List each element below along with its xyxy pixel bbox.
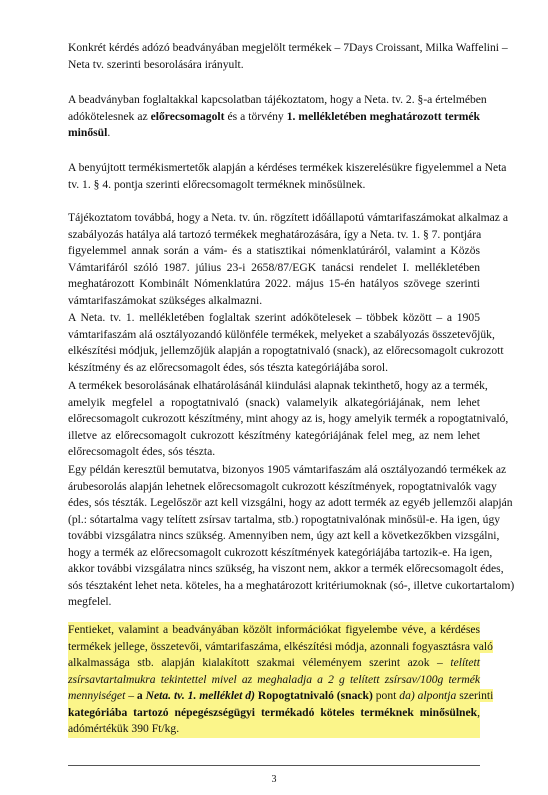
text-line xyxy=(68,479,497,496)
text-run: pont xyxy=(372,689,400,702)
bold-text: előrecsomagolt xyxy=(150,109,225,123)
text-run: hogy a termék az előrecsomagolt cukrozott készítmények kategóriájába tartozik-e. Ha igen, xyxy=(68,545,493,559)
text-run: vámtarifaszámokat szükséges alkalmazni. xyxy=(68,293,263,307)
text-run: szerinti xyxy=(456,689,494,702)
text-line xyxy=(68,594,480,611)
text-run: Tájékoztatom továbbá, hogy a Neta. tv. ún. rögzített időállapotú vámtarifaszámokat alkalmaz a xyxy=(68,211,508,224)
text-run: készítmény és az előrecsomagolt édes, sós tészta kategóriájába sorol. xyxy=(68,360,388,374)
italic-text: telített xyxy=(450,656,480,669)
bold-text: Ropogtatnivaló (snack) xyxy=(254,689,373,702)
text-line xyxy=(68,227,480,244)
text-run: előrecsomagolt édes, sós tészta. xyxy=(68,445,216,458)
text-run: Konkrét kérdés adózó beadványában megjelölt termékek – 7Days Croissant, Milka Waffelini – xyxy=(68,41,508,54)
text-run: A Neta. tv. 1. mellékletében foglaltak szerint adókötelesek – többek között – a 1905 xyxy=(68,311,480,324)
text-run: és a törvény xyxy=(224,109,287,123)
text-line xyxy=(68,92,487,109)
text-run: szabályozás hatálya alá tartozó termékek meghatározására, így a Neta. tv. 1. § 7. pontjára xyxy=(68,227,482,241)
text-line xyxy=(68,57,480,74)
text-line xyxy=(68,360,480,377)
text-run: adómértékük 390 Ft/kg. xyxy=(68,722,180,735)
text-line xyxy=(68,705,480,722)
text-line xyxy=(68,160,507,177)
bold-text: kategóriába tartozó népegészségügyi termékadó köteles terméknek minősülnek xyxy=(68,705,478,719)
paragraph xyxy=(68,210,508,309)
text-run: további vizsgálatra nincs szükség. Amennyiben nem, úgy azt kell a következőkben vizsgálni, xyxy=(68,529,500,542)
paragraph xyxy=(68,92,487,142)
text-line xyxy=(68,411,509,428)
paragraph xyxy=(68,378,509,461)
text-line xyxy=(68,444,480,461)
text-run: termékek jellege, összetevői, vámtarifaszáma, elkészítési módja, azonnali fogyasztásra való xyxy=(68,639,493,653)
text-line xyxy=(68,210,508,227)
text-run: alkalmassága stb. alapján kialakított szakmai véleményem szerint azok – xyxy=(68,656,451,669)
italic-text: da) alpontja xyxy=(399,689,457,702)
text-run: A benyújtott termékismertetők alapján a kérdéses termékek kiszerelésükre figyelemmel a Neta xyxy=(68,161,507,174)
text-run: sós tésztaként lehet neta. köteles, ha a meghatározott kritériumoknak (só-, illetve cukortartalom) xyxy=(68,578,515,592)
bold-text: Neta. tv. 1. melléklet d) xyxy=(145,689,255,702)
text-line xyxy=(68,512,501,529)
paragraph xyxy=(68,310,504,376)
text-line xyxy=(68,578,515,595)
text-line xyxy=(68,395,480,412)
text-line xyxy=(68,622,480,639)
text-line xyxy=(68,327,495,344)
text-run: . xyxy=(107,126,111,139)
bold-text: a xyxy=(136,689,146,702)
text-line xyxy=(68,109,480,126)
text-run: (pl.: sótartalma vagy telített zsírsav tartalma, stb.) ropogtatnivalónak minősül-e. Ha igen, úgy xyxy=(68,512,501,526)
text-run: előrecsomagolt cukrozott készítmény, mint ahogy az is, hogy amelyik termék a ropogtatnivaló, xyxy=(68,412,509,425)
text-line xyxy=(68,378,488,395)
text-line xyxy=(68,639,493,656)
text-run: vámtarifaszám alá osztályozandó különféle termékek, melyeket a szabályozás összetevőjük, xyxy=(68,327,495,341)
text-run: elkészítési módjuk, jellemzőjük alapján a ropogtatnivaló (snack), az előrecsomagolt cukrozott xyxy=(68,344,504,357)
text-line xyxy=(68,428,480,445)
text-run: Neta tv. szerinti besorolására irányult. xyxy=(68,57,244,71)
paragraph xyxy=(68,40,508,73)
text-line xyxy=(68,260,480,277)
text-line xyxy=(68,40,508,57)
bold-text: minősül xyxy=(68,126,108,139)
text-line xyxy=(68,243,480,260)
text-line xyxy=(68,655,480,672)
text-run: Egy példán keresztül bemutatva, bizonyos 1905 vámtarifaszám alá osztályozandó termékek az xyxy=(68,463,507,476)
paragraph xyxy=(68,160,507,193)
text-run: akkor további vizsgálatra nincs szükség, ha viszont nem, akkor a termék előrecsomagolt édes, xyxy=(68,562,504,575)
text-line xyxy=(68,276,480,293)
text-run: Fentieket, valamint a beadványában közölt információkat figyelembe véve, a kérdéses xyxy=(68,623,480,636)
text-run: tv. 1. § 4. pontja szerinti előrecsomagolt terméknek minősülnek. xyxy=(68,177,366,191)
text-run: Vámtarifáról szóló 1987. július 23-i 2658/87/EGK tanácsi rendelet I. mellékletében xyxy=(68,260,480,274)
text-line xyxy=(68,310,480,327)
footer-divider xyxy=(68,765,480,766)
text-line xyxy=(68,125,480,142)
text-run: , xyxy=(477,705,480,719)
text-run: árubesorolás alapján lehetnek előrecsomagolt cukrozott készítmények, ropogtatnivalók vagy xyxy=(68,479,497,493)
text-run: – xyxy=(125,689,137,702)
text-run: illetve az előrecsomagolt cukrozott készítmény kategóriájának felel meg, az nem lehet xyxy=(68,428,480,442)
text-line xyxy=(68,495,513,512)
text-line xyxy=(68,462,507,479)
text-run: A beadványban foglaltakkal kapcsolatban tájékoztatom, hogy a Neta. tv. 2. §-a értelmében xyxy=(68,93,487,106)
text-line xyxy=(68,343,504,360)
text-line xyxy=(68,688,494,705)
text-run: figyelemmel annak során a vám- és a statisztikai nómenklatúráról, valamint a Közös xyxy=(68,244,480,257)
text-line xyxy=(68,721,480,738)
text-run: adókötelesnek az xyxy=(68,109,151,123)
text-line xyxy=(68,545,493,562)
italic-text: zsírsavtartalmukra tekintettel mivel az meghaladja a 2 g telített zsírsav/100g termék xyxy=(68,672,480,686)
text-line xyxy=(68,672,480,689)
text-run: amelyik megfelel a ropogtatnivaló (snack) valamelyik alkategóriájának, nem lehet xyxy=(68,395,480,409)
text-line xyxy=(68,293,480,310)
text-run: megfelel. xyxy=(68,595,112,608)
italic-text: mennyiséget xyxy=(68,689,126,702)
text-line xyxy=(68,561,504,578)
text-run: meghatározott Kombinált Nómenklatúra 2022. május 15-én hatályos szövege szerinti xyxy=(68,277,480,290)
text-line xyxy=(68,177,480,194)
paragraph xyxy=(68,622,494,738)
text-run: édes, sós tészták. Legelőször azt kell vizsgálni, hogy az adott termék az egyéb jellemzői alapján xyxy=(68,496,513,509)
bold-text: 1. mellékletében meghatározott termék xyxy=(286,109,480,123)
paragraph xyxy=(68,462,515,611)
text-line xyxy=(68,528,500,545)
page-number: 3 xyxy=(271,774,277,785)
text-run: A termékek besorolásának elhatárolásánál kiindulási alapnak tekinthető, hogy az a termék, xyxy=(68,379,488,392)
